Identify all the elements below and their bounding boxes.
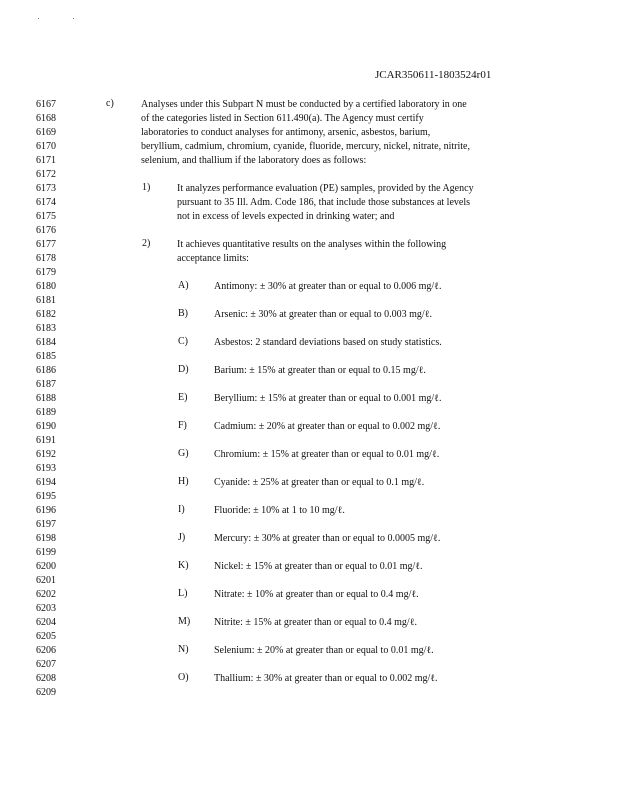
line-number: 6196 bbox=[36, 505, 56, 516]
line-number: 6167 bbox=[36, 99, 56, 110]
limit-text: Beryllium: ± 15% at greater than or equal to 0.001 mg/ℓ. bbox=[214, 393, 442, 404]
limit-text: Chromium: ± 15% at greater than or equal to 0.01 mg/ℓ. bbox=[214, 449, 440, 460]
line-number: 6187 bbox=[36, 379, 56, 390]
limit-text: Thallium: ± 30% at greater than or equal to 0.002 mg/ℓ. bbox=[214, 673, 438, 684]
line-number: 6185 bbox=[36, 351, 56, 362]
limit-text: Barium: ± 15% at greater than or equal to 0.15 mg/ℓ. bbox=[214, 365, 426, 376]
section-c-marker: c) bbox=[106, 98, 114, 109]
limit-text: Cadmium: ± 20% at greater than or equal to 0.002 mg/ℓ. bbox=[214, 421, 441, 432]
line-number: 6183 bbox=[36, 323, 56, 334]
line-number: 6182 bbox=[36, 309, 56, 320]
line-number: 6170 bbox=[36, 141, 56, 152]
item-2-line: It achieves quantitative results on the analyses within the following bbox=[177, 239, 447, 250]
line-number: 6176 bbox=[36, 225, 56, 236]
limit-text: Nickel: ± 15% at greater than or equal to 0.01 mg/ℓ. bbox=[214, 561, 423, 572]
limit-marker: D) bbox=[178, 364, 189, 375]
line-number: 6205 bbox=[36, 631, 56, 642]
line-number: 6198 bbox=[36, 533, 56, 544]
line-number: 6173 bbox=[36, 183, 56, 194]
line-number: 6206 bbox=[36, 645, 56, 656]
item-1-line: pursuant to 35 Ill. Adm. Code 186, that include those substances at levels bbox=[177, 197, 471, 208]
limit-marker: F) bbox=[178, 420, 187, 431]
line-number: 6207 bbox=[36, 659, 56, 670]
limit-text: Asbestos: 2 standard deviations based on study statistics. bbox=[214, 337, 442, 348]
limit-text: Cyanide: ± 25% at greater than or equal to 0.1 mg/ℓ. bbox=[214, 477, 425, 488]
line-number: 6199 bbox=[36, 547, 56, 558]
line-number: 6202 bbox=[36, 589, 56, 600]
line-number: 6188 bbox=[36, 393, 56, 404]
line-number: 6200 bbox=[36, 561, 56, 572]
section-c-line: selenium, and thallium if the laboratory does as follows: bbox=[141, 155, 367, 166]
line-number: 6184 bbox=[36, 337, 56, 348]
limit-text: Arsenic: ± 30% at greater than or equal to 0.003 mg/ℓ. bbox=[214, 309, 432, 320]
limit-text: Fluoride: ± 10% at 1 to 10 mg/ℓ. bbox=[214, 505, 345, 516]
line-number: 6175 bbox=[36, 211, 56, 222]
limit-text: Selenium: ± 20% at greater than or equal to 0.01 mg/ℓ. bbox=[214, 645, 434, 656]
limit-marker: I) bbox=[178, 504, 185, 515]
limit-text: Nitrite: ± 15% at greater than or equal to 0.4 mg/ℓ. bbox=[214, 617, 417, 628]
line-number: 6177 bbox=[36, 239, 56, 250]
item-1-marker: 1) bbox=[142, 182, 151, 193]
limit-marker: E) bbox=[178, 392, 188, 403]
line-number: 6193 bbox=[36, 463, 56, 474]
line-number: 6180 bbox=[36, 281, 56, 292]
line-number: 6190 bbox=[36, 421, 56, 432]
line-number: 6168 bbox=[36, 113, 56, 124]
line-number: 6203 bbox=[36, 603, 56, 614]
limit-marker: N) bbox=[178, 644, 189, 655]
line-number: 6209 bbox=[36, 687, 56, 698]
item-2-marker: 2) bbox=[142, 238, 151, 249]
limit-marker: H) bbox=[178, 476, 189, 487]
line-number: 6189 bbox=[36, 407, 56, 418]
line-number: 6197 bbox=[36, 519, 56, 530]
line-number: 6179 bbox=[36, 267, 56, 278]
limit-marker: C) bbox=[178, 336, 188, 347]
limit-text: Mercury: ± 30% at greater than or equal to 0.0005 mg/ℓ. bbox=[214, 533, 441, 544]
limit-marker: G) bbox=[178, 448, 189, 459]
limit-marker: M) bbox=[178, 616, 191, 627]
limit-text: Nitrate: ± 10% at greater than or equal to 0.4 mg/ℓ. bbox=[214, 589, 419, 600]
line-number: 6186 bbox=[36, 365, 56, 376]
line-number: 6178 bbox=[36, 253, 56, 264]
line-number: 6191 bbox=[36, 435, 56, 446]
section-c-line: beryllium, cadmium, chromium, cyanide, fluoride, mercury, nickel, nitrate, nitrite, bbox=[141, 141, 470, 152]
scan-speck bbox=[38, 18, 39, 19]
scan-speck bbox=[73, 18, 74, 19]
section-c-line: Analyses under this Subpart N must be conducted by a certified laboratory in one bbox=[141, 99, 467, 110]
limit-marker: L) bbox=[178, 588, 188, 599]
section-c-line: laboratories to conduct analyses for antimony, arsenic, asbestos, barium, bbox=[141, 127, 431, 138]
line-number: 6169 bbox=[36, 127, 56, 138]
line-number: 6195 bbox=[36, 491, 56, 502]
line-number: 6208 bbox=[36, 673, 56, 684]
limit-marker: O) bbox=[178, 672, 189, 683]
item-1-line: It analyzes performance evaluation (PE) samples, provided by the Agency bbox=[177, 183, 474, 194]
item-1-line: not in excess of levels expected in drinking water; and bbox=[177, 211, 395, 222]
limit-marker: A) bbox=[178, 280, 189, 291]
limit-text: Antimony: ± 30% at greater than or equal to 0.006 mg/ℓ. bbox=[214, 281, 442, 292]
line-number: 6192 bbox=[36, 449, 56, 460]
section-c-line: of the categories listed in Section 611.490(a). The Agency must certify bbox=[141, 113, 424, 124]
line-number: 6181 bbox=[36, 295, 56, 306]
item-2-line: acceptance limits: bbox=[177, 253, 249, 264]
limit-marker: K) bbox=[178, 560, 189, 571]
line-number: 6174 bbox=[36, 197, 56, 208]
line-number: 6172 bbox=[36, 169, 56, 180]
line-number: 6171 bbox=[36, 155, 56, 166]
limit-marker: J) bbox=[178, 532, 186, 543]
limit-marker: B) bbox=[178, 308, 188, 319]
line-number: 6194 bbox=[36, 477, 56, 488]
line-number: 6201 bbox=[36, 575, 56, 586]
line-number: 6204 bbox=[36, 617, 56, 628]
document-id: JCAR350611-1803524r01 bbox=[375, 69, 492, 81]
